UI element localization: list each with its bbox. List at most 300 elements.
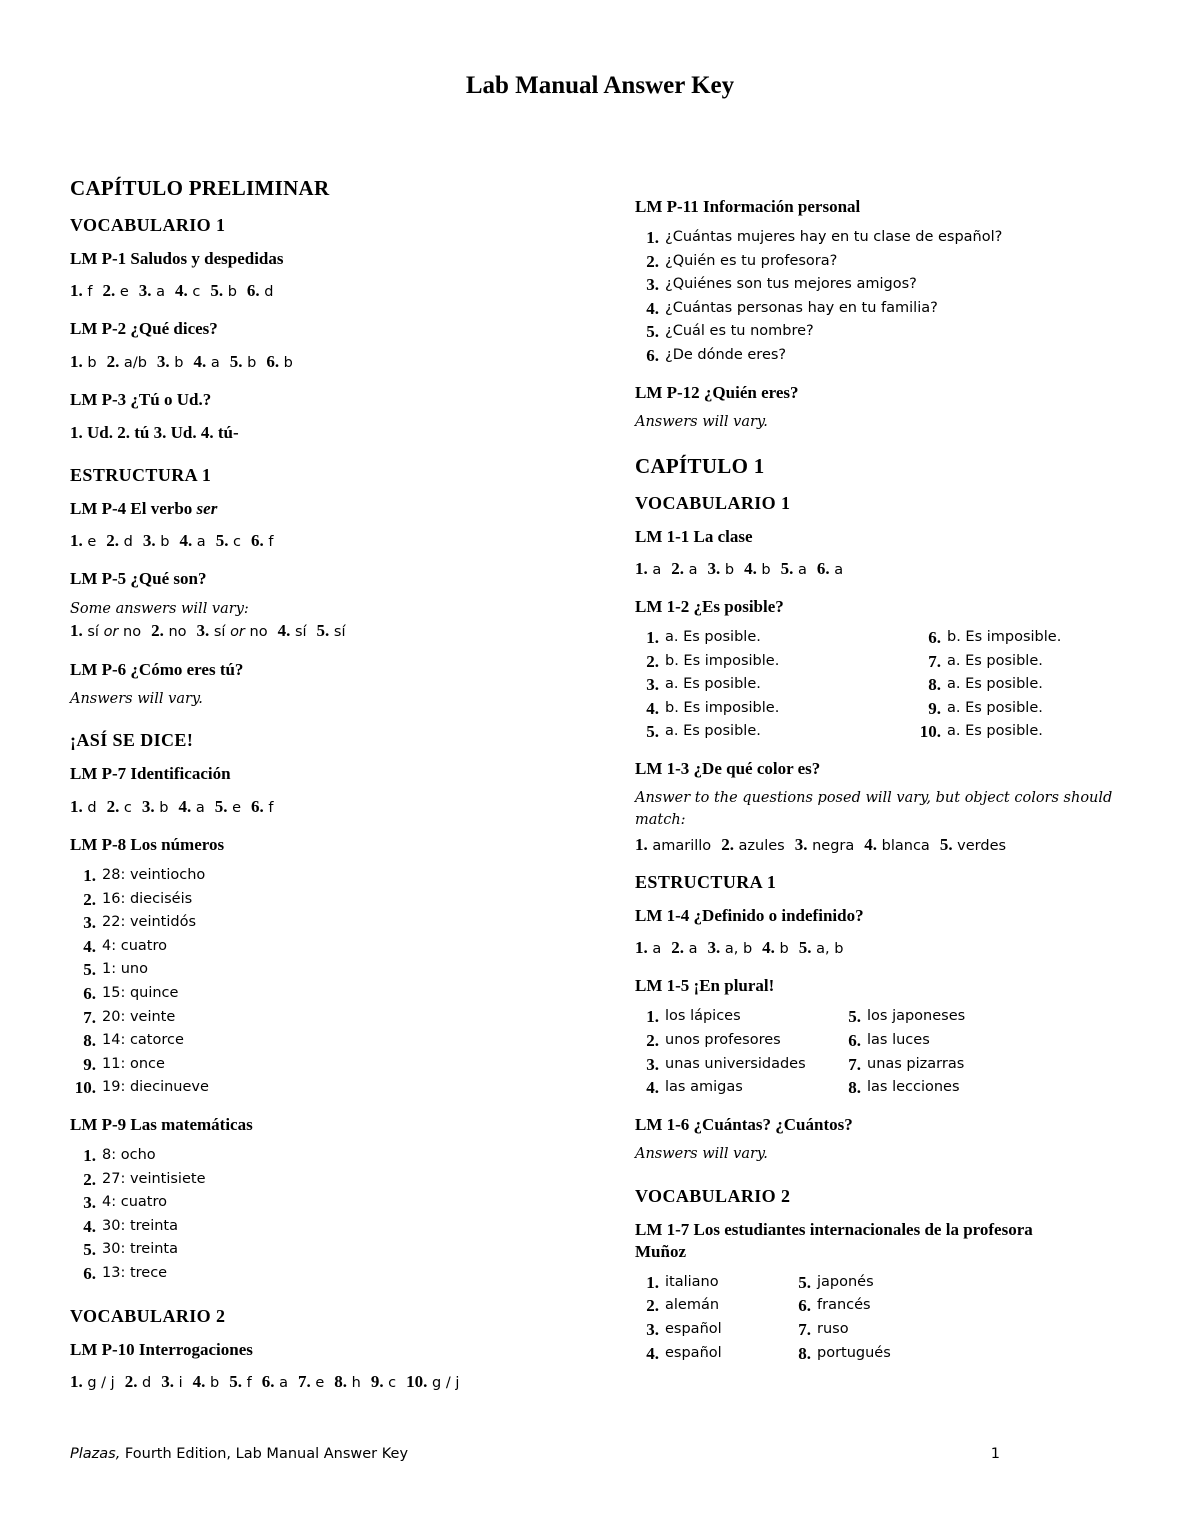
list-item — [70, 935, 600, 959]
answer-number: 1. — [70, 531, 83, 551]
item-text: ¿Cuál es tu nombre? — [665, 323, 814, 340]
item-number: 6. — [848, 1031, 861, 1051]
answer-number: 2. — [671, 938, 684, 958]
list-item — [70, 888, 600, 912]
list-item — [835, 1005, 965, 1029]
item-number: 4. — [646, 1078, 659, 1098]
list-item — [915, 673, 1061, 697]
exercise-heading: LM 1-1 La clase — [635, 526, 753, 546]
list-item — [635, 626, 915, 650]
heading-italic: ser — [196, 498, 218, 518]
answer-number: 6. — [816, 558, 830, 578]
answer-number: 3. — [142, 531, 156, 551]
item-text: ruso — [817, 1321, 849, 1338]
exercise-heading: LM P-6 ¿Cómo eres tú? — [70, 659, 244, 679]
item-number: 3. — [646, 675, 659, 695]
answer-list — [635, 1005, 835, 1099]
answer-value: a — [192, 534, 206, 551]
answer-value: e — [310, 1374, 325, 1391]
item-number: 8. — [928, 675, 941, 695]
item-text: ¿Cuántas personas hay en tu familia? — [665, 299, 938, 316]
item-text: 28: veintiocho — [102, 866, 206, 883]
list-item — [635, 1318, 785, 1342]
answer-number: 3. — [156, 351, 170, 371]
item-number: 5. — [798, 1272, 811, 1292]
answer-value: b — [223, 284, 237, 301]
list-item — [635, 344, 1135, 368]
exercise-heading: LM P-7 Identificación — [70, 764, 231, 784]
answer-number: 4. — [864, 834, 878, 854]
item-number: 3. — [646, 1320, 659, 1340]
item-number: 4. — [83, 936, 96, 956]
answer-line: 1. Ud. 2. tú 3. Ud. 4. tú- — [70, 422, 239, 442]
note: Some answers will vary: — [70, 600, 249, 617]
list-item — [635, 320, 1135, 344]
exercise-heading: LM P-3 ¿Tú o Ud.? — [70, 389, 212, 409]
list-item — [915, 697, 1061, 721]
answer-number: 1. — [70, 1371, 83, 1391]
item-text: a. Es posible. — [947, 699, 1043, 716]
item-number: 8. — [83, 1031, 96, 1051]
item-number: 4. — [646, 298, 659, 318]
item-text: las lecciones — [867, 1079, 960, 1096]
list-item — [70, 911, 600, 935]
list-item — [915, 720, 1061, 744]
val: no — [123, 624, 142, 641]
answer-number: 3. — [138, 281, 152, 301]
answer-number: 4. — [762, 938, 775, 958]
list-item — [785, 1318, 891, 1342]
answer-value: a — [274, 1374, 288, 1391]
item-text: a. Es posible. — [947, 723, 1043, 740]
answer-value: c — [383, 1374, 397, 1391]
answer-number: 4. — [744, 558, 757, 578]
answer-number: 2. — [106, 531, 120, 551]
item-number: 9. — [83, 1054, 96, 1074]
item-text: las luces — [867, 1032, 930, 1049]
answer-number: 4. — [178, 796, 192, 816]
list-item — [835, 1053, 965, 1077]
answer-value: b — [756, 561, 771, 578]
answer-number: 9. — [370, 1371, 384, 1391]
list-item — [785, 1271, 891, 1295]
item-text: italiano — [665, 1273, 719, 1290]
list-item — [915, 626, 1061, 650]
item-text: a. Es posible. — [947, 676, 1043, 693]
answer-list — [635, 1271, 785, 1365]
list-item — [70, 1053, 600, 1077]
answer-value: f — [82, 284, 93, 301]
answer-number: 5. — [780, 558, 794, 578]
answer-number: 8. — [334, 1371, 347, 1391]
item-number: 1. — [83, 865, 96, 885]
item-text: 27: veintisiete — [102, 1170, 206, 1187]
item-number: 9. — [928, 698, 941, 718]
item-number: 7. — [848, 1054, 861, 1074]
answer-line — [70, 794, 600, 820]
list-item — [635, 1053, 835, 1077]
item-number: 5. — [646, 722, 659, 742]
answer-value: b — [242, 354, 257, 371]
item-number: 10. — [919, 722, 941, 742]
answer-number: 5. — [210, 281, 224, 301]
answer-line — [70, 528, 600, 554]
item-text: 19: diecinueve — [102, 1079, 209, 1096]
item-text: francés — [817, 1297, 871, 1314]
answer-list — [835, 1005, 965, 1099]
answer-list — [785, 1271, 891, 1365]
item-number: 8. — [848, 1078, 861, 1098]
item-text: b. Es imposible. — [665, 652, 780, 669]
item-number: 2. — [646, 1031, 659, 1051]
conj: or — [230, 624, 245, 641]
num: 4. — [277, 621, 291, 641]
answer-number: 5. — [939, 834, 953, 854]
list-item — [635, 1005, 835, 1029]
answer-number: 10. — [406, 1371, 428, 1391]
section-heading: VOCABULARIO 1 — [635, 492, 791, 513]
list-item — [70, 1168, 600, 1192]
answer-value: a — [647, 561, 662, 578]
list-item — [70, 864, 600, 888]
item-number: 6. — [646, 346, 659, 366]
item-number: 2. — [83, 1169, 96, 1189]
answer-value: h — [347, 1374, 361, 1391]
answer-value: a — [151, 284, 165, 301]
item-number: 1. — [646, 1272, 659, 1292]
section-heading: ESTRUCTURA 1 — [70, 464, 212, 485]
answer-number: 5. — [214, 796, 228, 816]
exercise-heading: LM 1-3 ¿De qué color es? — [635, 759, 821, 778]
heading-text: LM P-4 El verbo — [70, 498, 197, 518]
answer-value: c — [187, 284, 201, 301]
answer-list — [915, 626, 1061, 744]
num: 1. — [70, 621, 83, 641]
exercise-heading: LM 1-2 ¿Es posible? — [635, 596, 784, 616]
page-title: Lab Manual Answer Key — [465, 72, 735, 99]
item-text: b. Es imposible. — [947, 629, 1062, 646]
num: 5. — [316, 621, 330, 641]
exercise-heading: LM P-11 Información personal — [635, 197, 861, 216]
item-number: 1. — [646, 1007, 659, 1027]
answer-value: b — [774, 941, 789, 958]
item-text: 1: uno — [102, 961, 148, 978]
item-text: 20: veinte — [102, 1008, 176, 1025]
answer-value: b — [720, 561, 735, 578]
item-text: 30: treinta — [102, 1217, 178, 1234]
item-number: 5. — [83, 960, 96, 980]
item-number: 6. — [928, 628, 941, 648]
item-text: 8: ocho — [102, 1147, 156, 1163]
item-text: ¿Cuántas mujeres hay en tu clase de español? — [665, 229, 1003, 246]
answer-value: b — [169, 354, 184, 371]
answer-value: g / j — [82, 1374, 115, 1391]
footer-text: Fourth Edition, Lab Manual Answer Key — [120, 1446, 409, 1462]
item-text: 4: cuatro — [102, 1194, 167, 1211]
answer-value: a — [684, 561, 698, 578]
exercise-heading — [70, 498, 600, 520]
section-heading: ESTRUCTURA 1 — [635, 871, 777, 892]
answer-grid — [635, 1271, 1135, 1365]
val: no — [168, 624, 187, 641]
item-number: 7. — [928, 651, 941, 671]
val: sí — [213, 624, 226, 641]
item-number: 6. — [83, 983, 96, 1003]
answer-line — [70, 349, 600, 375]
answer-number: 6. — [251, 531, 264, 551]
answer-value: e — [115, 284, 129, 301]
item-text: 4: cuatro — [102, 937, 167, 954]
item-number: 4. — [646, 698, 659, 718]
right-column — [635, 196, 1135, 1379]
item-text: ¿De dónde eres? — [665, 347, 787, 364]
num: 2. — [151, 621, 164, 641]
item-number: 3. — [646, 275, 659, 295]
item-text: a. Es posible. — [665, 629, 761, 646]
list-item — [635, 697, 915, 721]
answer-value: a — [206, 354, 220, 371]
answer-number: 1. — [635, 938, 648, 958]
answer-value: negra — [807, 837, 855, 854]
answer-value: a/b — [119, 354, 147, 371]
answer-line — [70, 618, 600, 644]
item-text: b. Es imposible. — [665, 699, 780, 716]
answer-list — [70, 864, 600, 1100]
item-text: alemán — [665, 1297, 720, 1314]
exercise-heading: LM P-9 Las matemáticas — [70, 1114, 253, 1134]
list-item — [785, 1342, 891, 1366]
item-text: 16: dieciséis — [102, 890, 193, 907]
answer-value: b — [82, 354, 97, 371]
answer-number: 1. — [70, 796, 83, 816]
item-number: 6. — [83, 1263, 96, 1283]
list-item — [635, 297, 1135, 321]
item-number: 5. — [848, 1007, 861, 1027]
note: Answers will vary. — [635, 413, 768, 430]
item-text: los lápices — [665, 1008, 741, 1025]
answer-value: e — [82, 534, 97, 551]
list-item — [70, 1076, 600, 1100]
answer-grid — [635, 1005, 1135, 1099]
answer-number: 3. — [794, 834, 808, 854]
answer-value: b — [154, 799, 169, 816]
list-item — [70, 1144, 600, 1168]
answer-value: a — [647, 941, 662, 958]
list-item — [635, 1076, 835, 1100]
section-heading: VOCABULARIO 2 — [70, 1305, 226, 1326]
list-item — [635, 273, 1135, 297]
list-item — [70, 1029, 600, 1053]
item-number: 7. — [798, 1320, 811, 1340]
exercise-heading: LM P-2 ¿Qué dices? — [70, 319, 218, 339]
item-number: 10. — [74, 1078, 96, 1098]
answer-number: 6. — [261, 1371, 275, 1391]
answer-list — [70, 1144, 600, 1286]
answer-line — [70, 1369, 600, 1395]
answer-list — [635, 226, 1135, 368]
answer-value: d — [259, 284, 274, 301]
list-item — [635, 1294, 785, 1318]
answer-number: 6. — [251, 796, 264, 816]
answer-value: a, b — [811, 941, 844, 958]
answer-number: 1. — [70, 351, 83, 371]
exercise-heading: LM P-12 ¿Quién eres? — [635, 382, 799, 402]
answer-value: f — [263, 534, 274, 551]
list-item — [835, 1076, 965, 1100]
answer-number: 1. — [635, 834, 648, 854]
list-item — [70, 1215, 600, 1239]
list-item — [70, 1262, 600, 1286]
answer-line — [635, 832, 1135, 858]
list-item — [635, 226, 1135, 250]
answer-number: 4. — [175, 281, 188, 301]
list-item — [635, 720, 915, 744]
answer-number: 2. — [671, 558, 684, 578]
item-number: 5. — [646, 322, 659, 342]
answer-value: c — [228, 534, 242, 551]
answer-value: a, b — [720, 941, 753, 958]
item-text: a. Es posible. — [665, 723, 761, 740]
answer-value: b — [155, 534, 170, 551]
answer-number: 6. — [246, 281, 260, 301]
item-text: unas pizarras — [867, 1055, 965, 1072]
list-item — [635, 1342, 785, 1366]
chapter-heading: CAPÍTULO 1 — [635, 453, 765, 478]
conj: or — [103, 624, 119, 641]
item-number: 5. — [83, 1240, 96, 1260]
answer-value: blanca — [877, 837, 930, 854]
val: sí — [333, 624, 346, 641]
item-number: 2. — [646, 1296, 659, 1316]
exercise-heading: LM P-5 ¿Qué son? — [70, 569, 207, 589]
item-number: 3. — [646, 1054, 659, 1074]
item-number: 4. — [83, 1216, 96, 1236]
answer-number: 4. — [193, 351, 207, 371]
note: Answers will vary. — [635, 1145, 768, 1162]
answer-value: b — [205, 1374, 220, 1391]
list-item — [70, 1238, 600, 1262]
item-text: 11: once — [102, 1055, 165, 1072]
answer-line — [635, 556, 1135, 582]
book-title: Plazas, — [70, 1446, 121, 1462]
answer-line — [70, 278, 600, 304]
exercise-heading: LM P-1 Saludos y despedidas — [70, 249, 284, 268]
answer-value: a — [829, 561, 844, 578]
page-footer — [70, 1446, 1000, 1462]
item-number: 3. — [83, 1193, 96, 1213]
footer-source — [70, 1446, 408, 1462]
answer-number: 3. — [161, 1371, 175, 1391]
item-text: portugués — [817, 1344, 891, 1361]
answer-value: f — [263, 799, 274, 816]
list-item — [635, 1029, 835, 1053]
exercise-heading: LM 1-7 Los estudiantes internacionales de la profesora Muñoz — [635, 1219, 1033, 1261]
exercise-heading: LM P-8 Los números — [70, 834, 225, 854]
note: Answer to the questions posed will vary, but object colors should match: — [635, 790, 1113, 828]
list-item — [635, 650, 915, 674]
answer-number: 2. — [106, 796, 120, 816]
item-text: 22: veintidós — [102, 914, 197, 931]
exercise-heading: LM 1-5 ¡En plural! — [635, 976, 775, 996]
item-text: 13: trece — [102, 1264, 168, 1281]
answer-number: 6. — [266, 351, 280, 371]
answer-number: 2. — [106, 351, 120, 371]
exercise-heading: LM 1-6 ¿Cuántas? ¿Cuántos? — [635, 1114, 853, 1134]
section-heading: ¡ASÍ SE DICE! — [70, 730, 194, 751]
answer-number: 5. — [229, 1371, 242, 1391]
val: sí — [294, 624, 307, 641]
page-number: 1 — [990, 1446, 1000, 1462]
answer-number: 5. — [215, 531, 229, 551]
answer-number: 1. — [70, 281, 83, 301]
answer-value: azules — [733, 837, 785, 854]
item-number: 4. — [646, 1343, 659, 1363]
answer-value: b — [279, 354, 293, 371]
list-item — [915, 650, 1061, 674]
answer-value: a — [793, 561, 807, 578]
item-text: a. Es posible. — [665, 676, 761, 693]
answer-value: d — [82, 799, 97, 816]
answer-list — [635, 626, 915, 744]
answer-number: 2. — [102, 281, 116, 301]
answer-value: a — [191, 799, 205, 816]
item-text: ¿Quiénes son tus mejores amigos? — [665, 276, 917, 293]
answer-number: 4. — [179, 531, 193, 551]
answer-value: i — [174, 1374, 183, 1391]
item-text: 15: quince — [102, 984, 179, 1001]
answer-value: amarillo — [647, 837, 712, 854]
answer-number: 3. — [141, 796, 155, 816]
item-text: 14: catorce — [102, 1032, 184, 1049]
answer-value: f — [242, 1374, 252, 1391]
val: no — [249, 624, 268, 641]
list-item — [635, 1271, 785, 1295]
answer-number: 3. — [707, 558, 721, 578]
answer-value: d — [119, 534, 133, 551]
item-text: español — [665, 1321, 722, 1338]
num: 3. — [196, 621, 210, 641]
exercise-heading: LM P-10 Interrogaciones — [70, 1339, 253, 1359]
answer-value: e — [227, 799, 242, 816]
answer-value: a — [684, 941, 698, 958]
item-number: 8. — [798, 1343, 811, 1363]
item-number: 3. — [83, 913, 96, 933]
list-item — [70, 982, 600, 1006]
answer-value: verdes — [952, 837, 1007, 854]
answer-number: 5. — [798, 938, 812, 958]
item-number: 2. — [83, 889, 96, 909]
val: sí — [87, 624, 99, 641]
chapter-heading: CAPÍTULO PRELIMINAR — [70, 176, 330, 200]
answer-number: 7. — [297, 1371, 311, 1391]
item-text: ¿Quién es tu profesora? — [665, 252, 838, 269]
list-item — [70, 1191, 600, 1215]
answer-line — [635, 935, 1135, 961]
answer-number: 1. — [635, 558, 648, 578]
item-text: a. Es posible. — [947, 652, 1043, 669]
list-item — [70, 958, 600, 982]
item-number: 1. — [646, 628, 659, 648]
item-text: unos profesores — [665, 1032, 781, 1049]
list-item — [70, 1006, 600, 1030]
item-text: japonés — [817, 1273, 874, 1290]
answer-value: c — [119, 799, 132, 816]
item-text: unas universidades — [665, 1055, 806, 1072]
section-heading: VOCABULARIO 1 — [70, 215, 226, 235]
item-text: las amigas — [665, 1079, 743, 1096]
exercise-heading: LM 1-4 ¿Definido o indefinido? — [635, 905, 864, 925]
section-heading: VOCABULARIO 2 — [635, 1185, 791, 1206]
